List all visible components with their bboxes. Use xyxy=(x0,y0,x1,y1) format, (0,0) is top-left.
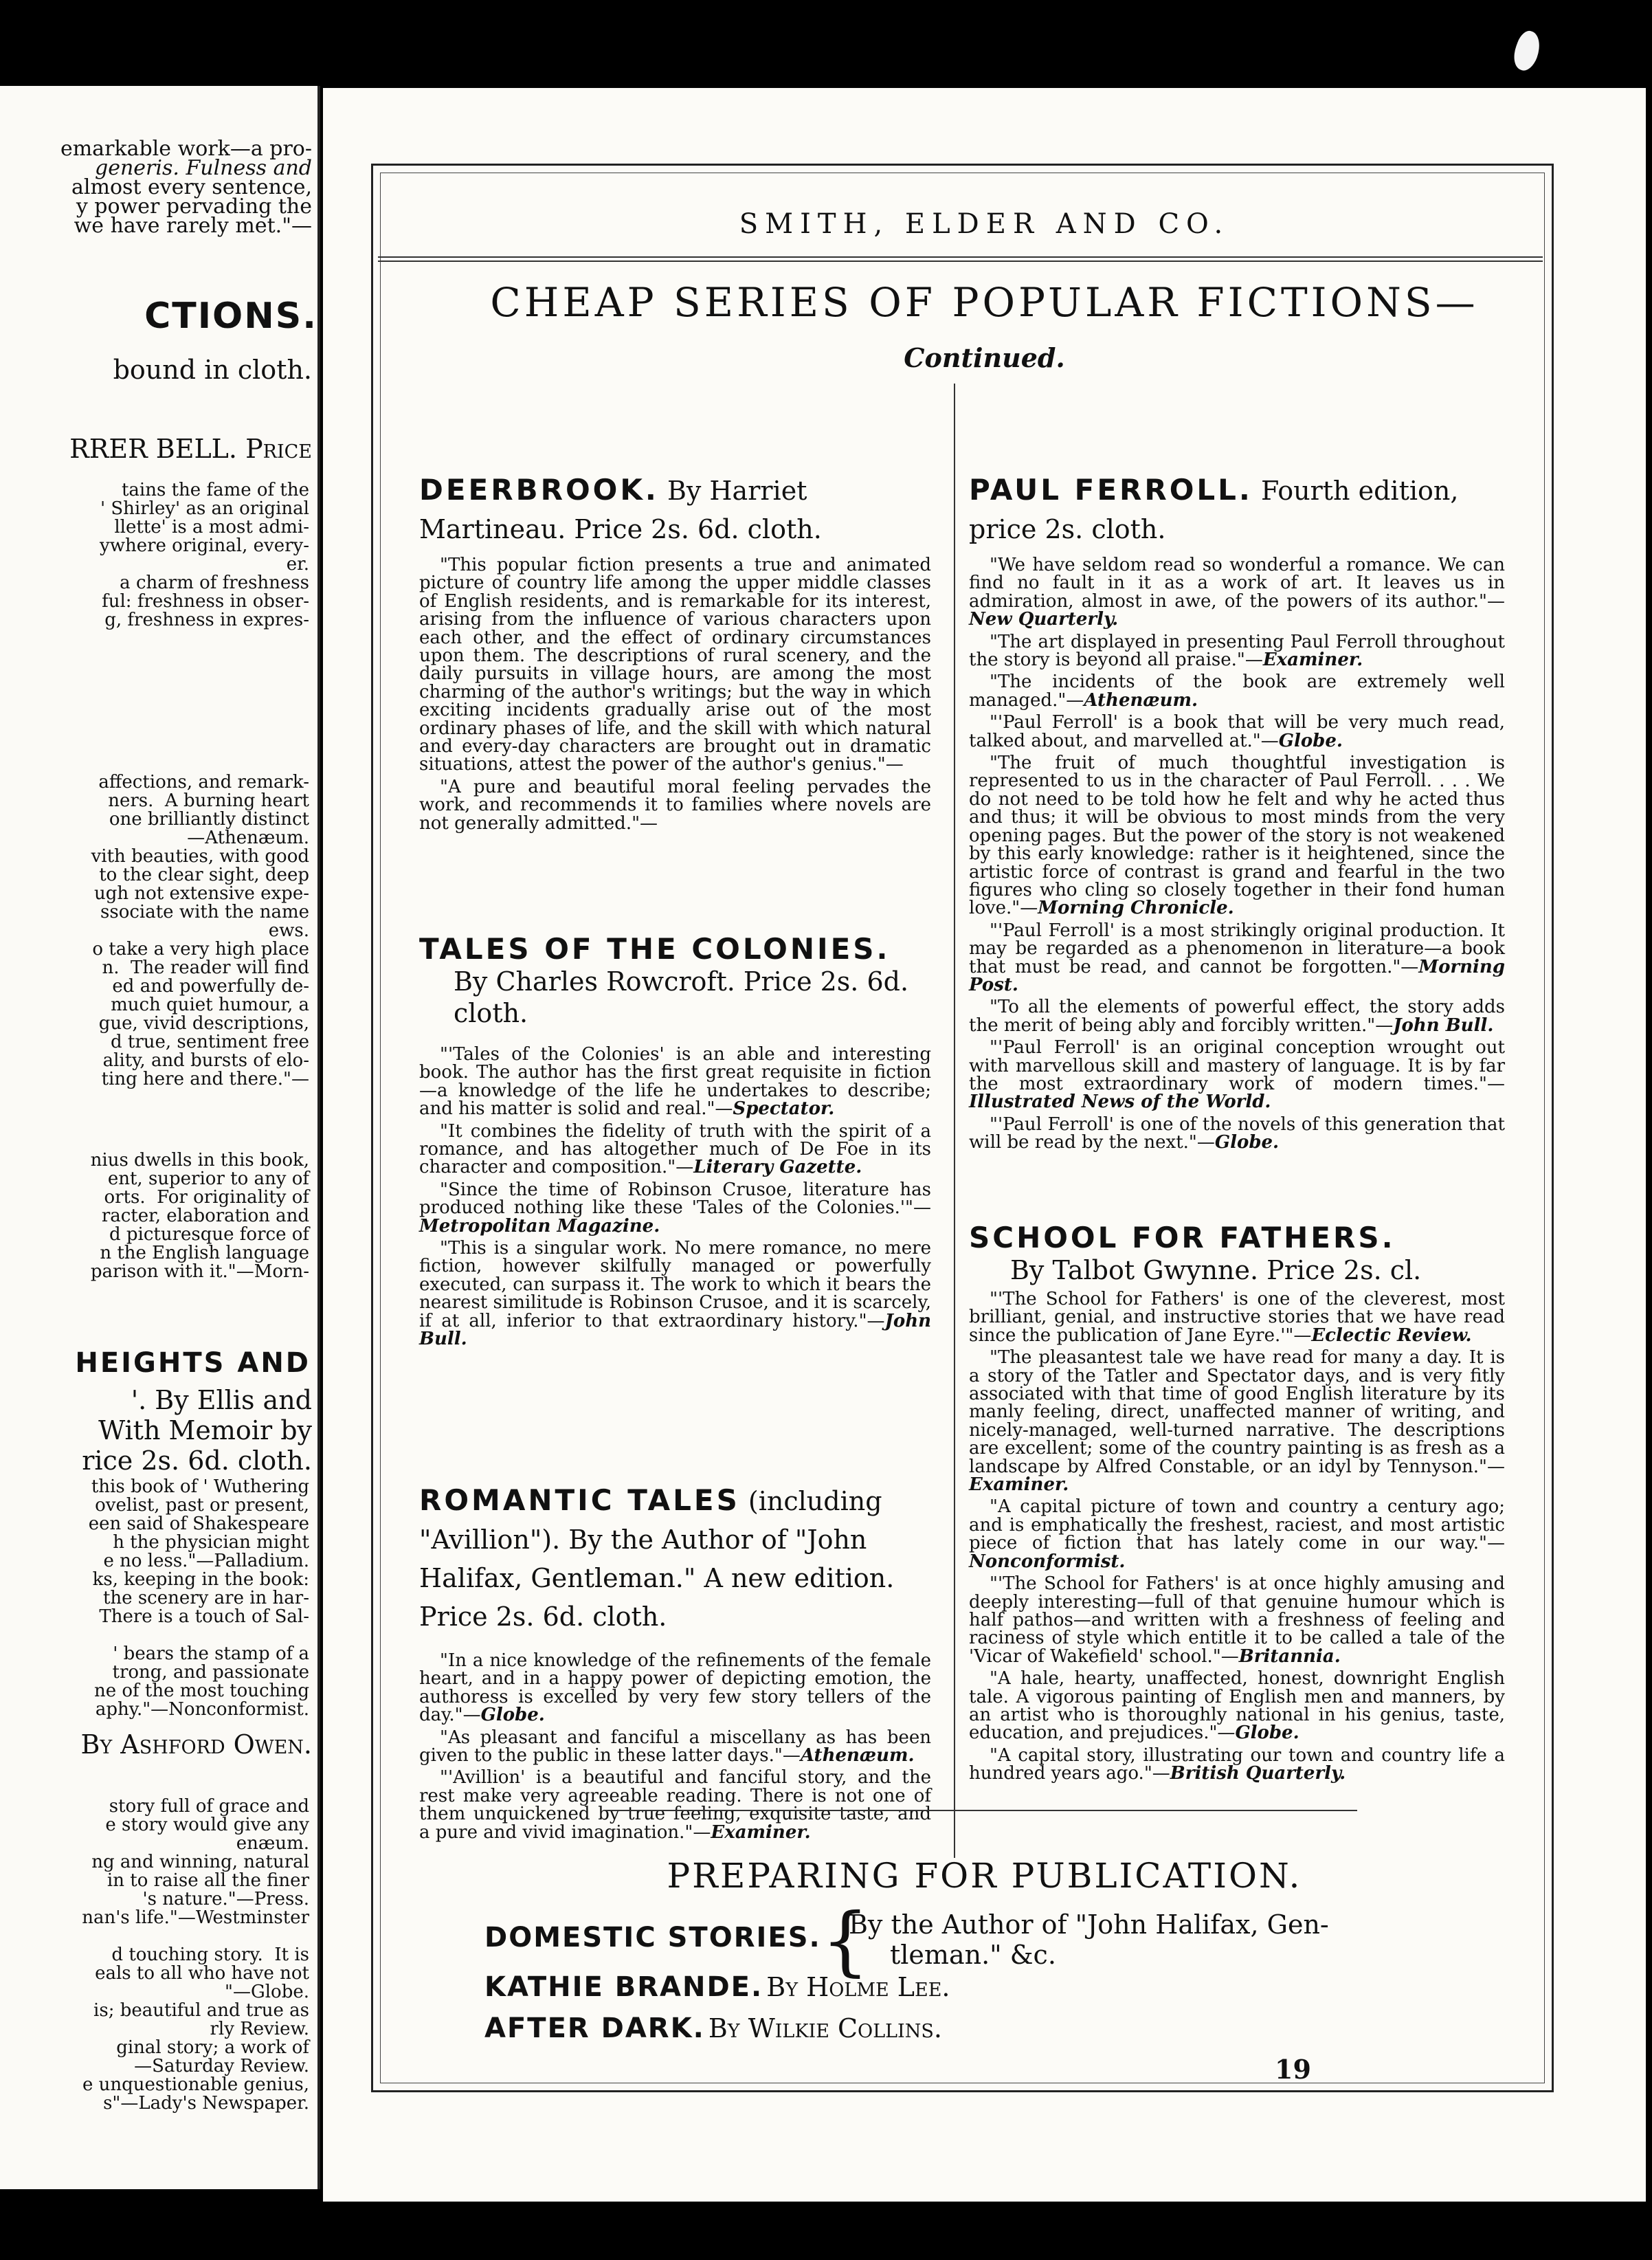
review-quote: "We have seldom read so wonderful a romance. We can find no fault in it as a work of art. It leaves us in admiration, almost in awe, of the powers of its author."—New Quarterly. xyxy=(969,555,1505,630)
preparing-item xyxy=(484,2013,942,2044)
review-quote: "It combines the fidelity of truth with the spirit of a romance, and has altogether much of De Foe in its character and composition."—Literary Gazette. xyxy=(419,1120,931,1178)
facing-block: nius dwells in this book, ent, superior to any of orts. For originality of racter, elaboration and d picturesque force of n the English language parison with it."—Morn- xyxy=(90,1150,309,1282)
facing-block: story full of grace and e story would give any enæum. ng and winning, natural in to raise all the finer 's nature."—Press. nan's life."—Westminster d touching story. It is eals to all who have not "—Globe. is; beautiful and true as rly Review. ginal story; a work of —Saturday Review. e unquestionable genius, s"—Lady's Newspaper. xyxy=(82,1796,309,2114)
facing-byline: With Memoir by xyxy=(98,1415,312,1445)
section-rule xyxy=(605,1810,1357,1811)
review-quote: "'The School for Fathers' is at once highly amusing and deeply interesting—full of that genuine humour which is half pathos—and written with a freshness of feeling and raciness of style which entitle it to be called a tale of the 'Vicar of Wakefield' school."—Britannia. xyxy=(969,1573,1505,1667)
book-title: ROMANTIC TALES xyxy=(419,1483,740,1517)
facing-line: generis. Fulness and xyxy=(95,156,312,180)
book-byline: By Harriet Martineau. Price 2s. 6d. cloth. xyxy=(419,476,822,544)
continued-label: Continued. xyxy=(904,342,1065,373)
preparing-book-title: AFTER DARK. xyxy=(484,2013,705,2044)
preparing-book-title: DOMESTIC STORIES. xyxy=(484,1922,821,1953)
review-quote: "A pure and beautiful moral feeling pervades the work, and recommends it to families where novels are not generally admitted."— xyxy=(419,776,931,834)
facing-line: y power pervading the xyxy=(76,195,312,219)
book-entry-paul-ferroll xyxy=(969,473,1505,1152)
review-quote: "Since the time of Robinson Crusoe, literature has produced nothing like these 'Tales of the Colonies.'"—Metropolitan Magazine. xyxy=(419,1179,931,1237)
running-head: SMITH, ELDER AND CO. xyxy=(739,208,1230,240)
book-entry-tales-of-the-colonies xyxy=(419,932,931,1349)
review-quote: "The pleasantest tale we have read for many a day. It is a story of the Tatler and Spectator days, and is very fitly associated with that time of good English literature by its manly feeling, direct, unaffected manner of writing, and nicely-managed, well-turned narrative. The descriptions are excellent; some of the country painting is as fresh as a landscape by Alfred Constable, or an idyl by Tennyson."—Examiner. xyxy=(969,1347,1505,1496)
facing-block: tains the fame of the ' Shirley' as an original llette' is a most admi- ywhere original, every- er. a charm of freshness ful: freshness in obser- g, freshness in expres- xyxy=(100,480,309,630)
book-entry-romantic-tales xyxy=(419,1483,931,1841)
facing-byline: rice 2s. 6d. cloth. xyxy=(82,1445,312,1476)
book-title: TALES OF THE COLONIES. xyxy=(419,932,891,966)
review-quote: "This is a singular work. No mere romance, no mere fiction, however skilfully managed or powerfully executed, can surpass it. The work to which it bears the nearest similitude is Robinson Crusoe, and it is scarcely, if at all, inferior to that extraordinary history."—John Bull. xyxy=(419,1238,931,1350)
book-byline: By Talbot Gwynne. Price 2s. cl. xyxy=(1010,1255,1422,1285)
column-divider xyxy=(954,384,955,1858)
right-page xyxy=(323,88,1646,2202)
preparing-author: By Wilkie Collins. xyxy=(708,2013,942,2043)
facing-line: we have rarely met."— xyxy=(74,214,312,238)
review-quote: "'Paul Ferroll' is one of the novels of this generation that will be read by the next."—Globe. xyxy=(969,1114,1505,1153)
book-title: PAUL FERROLL. xyxy=(969,473,1253,507)
review-quote: "The art displayed in presenting Paul Ferroll throughout the story is beyond all praise."—Examiner. xyxy=(969,631,1505,671)
review-quote: "The incidents of the book are extremely well managed."—Athenæum. xyxy=(969,672,1505,711)
facing-block: affections, and remark- ners. A burning heart one brilliantly distinct —Athenæum. vith beauties, with good to the clear sight, deep ugh not extensive expe- ssociate with the name ews. o take a very high place n. The reader will find ed and powerfully de- much quiet humour, a gue, vivid descriptions, d true, sentiment free ality, and bursts of elo- ting here and there."— xyxy=(91,772,309,1089)
preparing-byline: By the Author of "John Halifax, Gen- tleman." &c. xyxy=(849,1909,1329,1970)
facing-page xyxy=(0,86,320,2189)
review-quote: "'Paul Ferroll' is a most strikingly original production. It may be regarded as a phenomenon in literature—a book that must be read, and cannot be forgotten."—Morning Post. xyxy=(969,920,1505,995)
book-entry-school-for-fathers xyxy=(969,1221,1505,1783)
book-byline: (including "Avillion"). By the Author of "John Halifax, Gentleman." A new edition. Price 2s. 6d. cloth. xyxy=(419,1486,895,1632)
preparing-item xyxy=(484,1971,950,2003)
facing-line: almost every sentence, xyxy=(71,175,312,199)
preparing-item xyxy=(484,1922,821,1953)
facing-subtitle: bound in cloth. xyxy=(113,355,312,385)
review-quote: "'Paul Ferroll' is a book that will be very much read, talked about, and marvelled at."—Globe. xyxy=(969,712,1505,751)
review-quote: "A capital picture of town and country a century ago; and is emphatically the freshest, raciest, and most artistic piece of fiction that has lately come in our way."—Nonconformist. xyxy=(969,1496,1505,1572)
review-quote: "'Tales of the Colonies' is an able and interesting book. The author has the first great requisite in fiction—a knowledge of the life he undertakes to describe; and his matter is solid and real."—Spectator. xyxy=(419,1044,931,1120)
review-quote: "The fruit of much thoughtful investigation is represented to us in the character of Paul Ferroll. . . . We do not need to be told how he felt and why he acted thus and thus; it will be obvious to most minds from the very opening pages. But the power of the story is not weakened by this early knowledge: rather is it heightened, since the artistic force of contrast is grand and fearful in the two figures who cling so closely together in their fond human love."—Morning Chronicle. xyxy=(969,753,1505,919)
facing-author-line: RRER BELL. Price xyxy=(69,434,312,464)
review-quote: "In a nice knowledge of the refinements of the female heart, and in a happy power of depicting emotion, the authoress is excelled by very few story tellers of the day."—Globe. xyxy=(419,1650,931,1726)
facing-block: this book of ' Wuthering ovelist, past or present, een said of Shakespeare h the physician might e no less."—Palladium. ks, keeping in the book: the scenery are in har- There is a touch of Sal- ' bears the stamp of a trong, and passionate ne of the most touching aphy."—Nonconformist. xyxy=(88,1476,309,1720)
review-quote: "To all the elements of powerful effect, the story adds the merit of being ably and forcibly written."—John Bull. xyxy=(969,997,1505,1036)
header-rule xyxy=(378,256,1543,258)
review-quote: "A capital story, illustrating our town and country life a hundred years ago."—British Quarterly. xyxy=(969,1744,1505,1784)
book-title: SCHOOL FOR FATHERS. xyxy=(969,1221,1396,1254)
facing-heading: By Ashford Owen. xyxy=(80,1729,312,1760)
facing-title: CTIONS. xyxy=(144,296,317,337)
preparing-book-title: KATHIE BRANDE. xyxy=(484,1971,763,2003)
review-quote: "This popular fiction presents a true and animated picture of country life among the upper middle classes of English residents, and is remarkable for its interest, arising from the influence of various characters upon each other, and the effect of ordinary circumstances upon them. The descriptions of rural scenery, and the daily pursuits in village hours, are among the most charming of the author's writings; but the way in which exciting incidents gradually arise out of the most ordinary phases of life, and the skill with which natural and every-day characters are brought out in dramatic situations, attest the power of the author's genius."— xyxy=(419,555,931,775)
brace-symbol: { xyxy=(821,1896,869,1984)
review-quote: "As pleasant and fanciful a miscellany as has been given to the public in these latter days."—Athenæum. xyxy=(419,1727,931,1766)
page-number: 19 xyxy=(1275,2054,1311,2085)
review-quote: "'Paul Ferroll' is an original conception wrought out with marvellous skill and mastery of language. It is by far the most extraordinary work of modern times."—Illustrated News of the World. xyxy=(969,1037,1505,1113)
facing-heading: HEIGHTS AND xyxy=(75,1347,311,1379)
facing-line: emarkable work—a pro- xyxy=(60,137,312,161)
preparing-author: By Holme Lee. xyxy=(766,1972,950,2002)
review-quote: "'Avillion' is a beautiful and fanciful story, and the rest make very agreeable reading. There is not one of them unquickened by true feeling, exquisite taste, and a pure and vivid imagination."—Examiner. xyxy=(419,1767,931,1843)
series-title: CHEAP SERIES OF POPULAR FICTIONS— xyxy=(490,279,1479,326)
facing-byline: '. By Ellis and xyxy=(131,1385,312,1415)
header-rule xyxy=(378,261,1543,262)
book-byline: By Charles Rowcroft. Price 2s. 6d. cloth. xyxy=(454,966,909,1028)
preparing-title: PREPARING FOR PUBLICATION. xyxy=(667,1856,1302,1896)
book-title: DEERBROOK. xyxy=(419,473,659,507)
book-byline: Fourth edition, price 2s. cloth. xyxy=(969,476,1459,544)
scan-speck xyxy=(1509,28,1545,74)
review-quote: "'The School for Fathers' is one of the cleverest, most brilliant, genial, and instructive stories that we have read since the publication of Jane Eyre.'"—Eclectic Review. xyxy=(969,1289,1505,1346)
review-quote: "A hale, hearty, unaffected, honest, downright English tale. A vigorous painting of English men and manners, by an artist who is thoroughly national in his genius, taste, education, and prejudices."—Globe. xyxy=(969,1668,1505,1744)
book-entry-deerbrook xyxy=(419,473,931,832)
